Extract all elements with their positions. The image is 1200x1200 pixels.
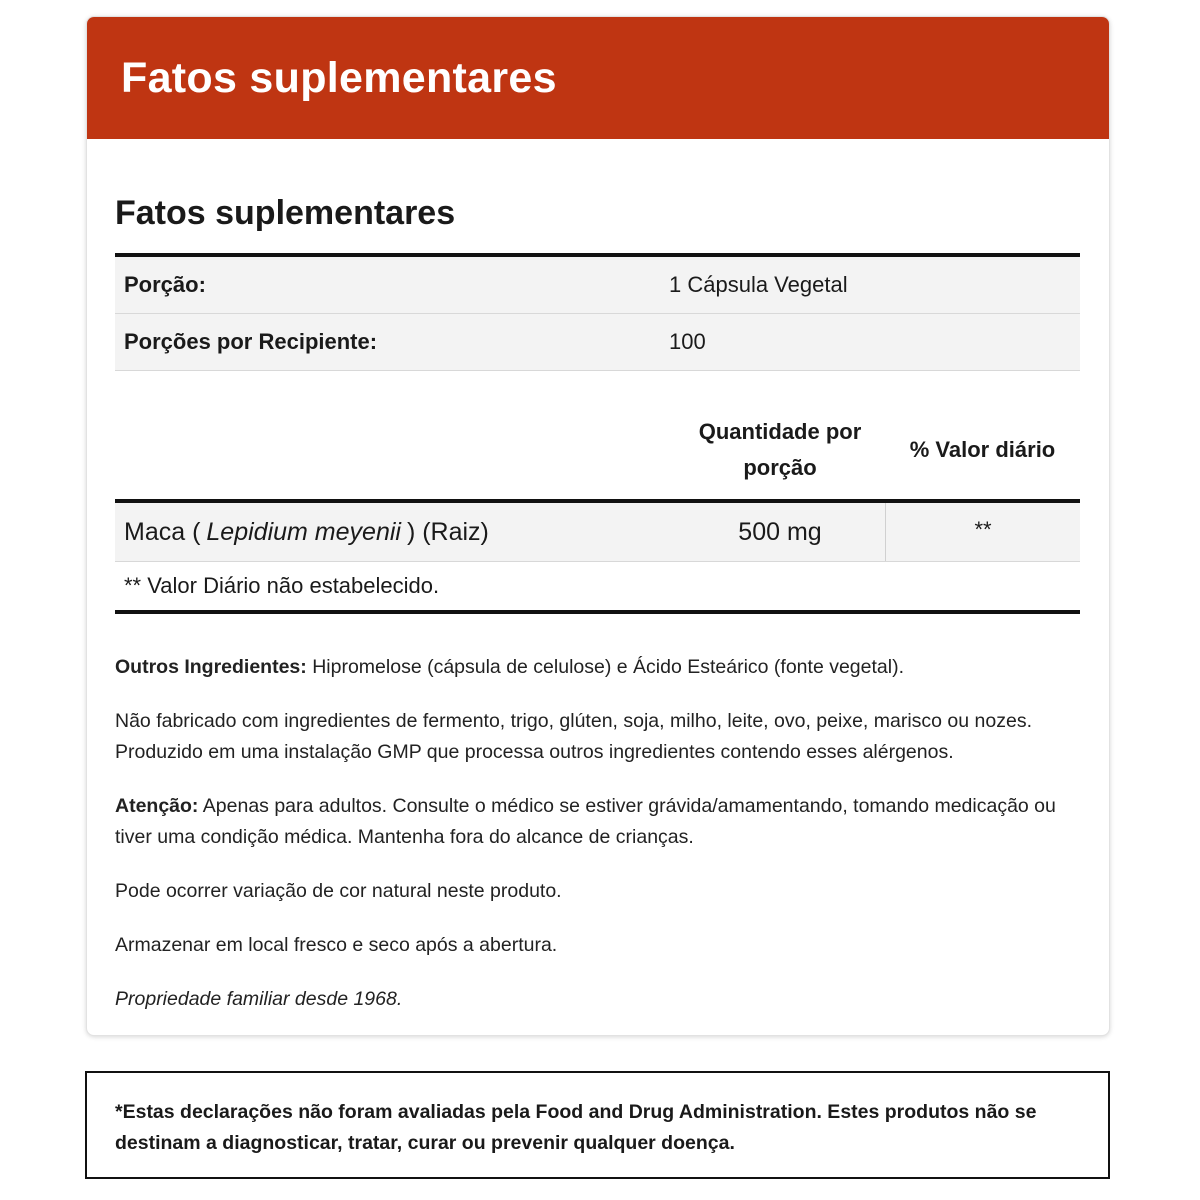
- servings-per-container-row: [115, 314, 1080, 371]
- other-ingredients: [115, 652, 1080, 683]
- warning-text: Apenas para adultos. Consulte o médico se estiver grávida/amamentando, tomando medicação ou tiver uma condição médica. Mantenha fora do alcance de crianças.: [115, 795, 1056, 848]
- other-ingredients-text: Hipromelose (cápsula de celulose) e Ácido Esteárico (fonte vegetal).: [306, 656, 904, 678]
- serving-table: [115, 253, 1080, 371]
- fda-disclaimer: *Estas declarações não foram avaliadas pela Food and Drug Administration. Estes produtos não se destinam a diagnosticar, tratar, curar ou prevenir qualquer doença.: [85, 1071, 1110, 1179]
- ingredient-table-header: [115, 401, 1080, 503]
- amount-header-line1: Quantidade por: [698, 419, 862, 444]
- ingredient-name: [115, 503, 675, 561]
- servings-per-container-label: Porções por Recipiente:: [124, 329, 378, 354]
- facts-title: Fatos suplementares: [115, 194, 456, 232]
- ingredient-latin-name: Lepidium meyenii: [206, 517, 401, 546]
- amount-header-line2: porção: [743, 455, 817, 480]
- serving-size-label: Porção:: [124, 272, 206, 297]
- other-ingredients-label: Outros Ingredientes:: [115, 656, 307, 678]
- family-owned-note: Propriedade familiar desde 1968.: [115, 988, 403, 1010]
- warning-label: Atenção:: [115, 795, 199, 817]
- card-header: [87, 17, 1109, 139]
- ingredient-suffix: ) (Raiz): [406, 517, 489, 546]
- warning: [115, 791, 1080, 853]
- ingredient-daily-value: **: [885, 503, 1080, 561]
- amount-per-serving-header: [675, 414, 885, 486]
- storage-note: Armazenar em local fresco e seco após a abertura.: [115, 934, 558, 956]
- ingredient-name-text: Maca (: [124, 517, 201, 546]
- ingredient-row: [115, 503, 1080, 562]
- header-title: Fatos suplementares: [121, 53, 557, 102]
- servings-per-container-value: 100: [669, 329, 706, 354]
- supplement-facts-card: [86, 16, 1110, 1036]
- ingredient-amount: 500 mg: [738, 517, 822, 546]
- card-body: [87, 193, 1109, 1015]
- allergen-statement: Não fabricado com ingredientes de fermento, trigo, glúten, soja, milho, leite, ovo, peixe, marisco ou nozes. Produzido em uma instalação GMP que processa outros ingredientes contendo esses alérgenos.: [115, 710, 1032, 763]
- serving-size-value: 1 Cápsula Vegetal: [669, 272, 848, 297]
- serving-size-row: [115, 257, 1080, 314]
- color-variation-note: Pode ocorrer variação de cor natural neste produto.: [115, 880, 562, 902]
- daily-value-footnote: ** Valor Diário não estabelecido.: [115, 562, 1080, 614]
- daily-value-header: % Valor diário: [909, 437, 1056, 462]
